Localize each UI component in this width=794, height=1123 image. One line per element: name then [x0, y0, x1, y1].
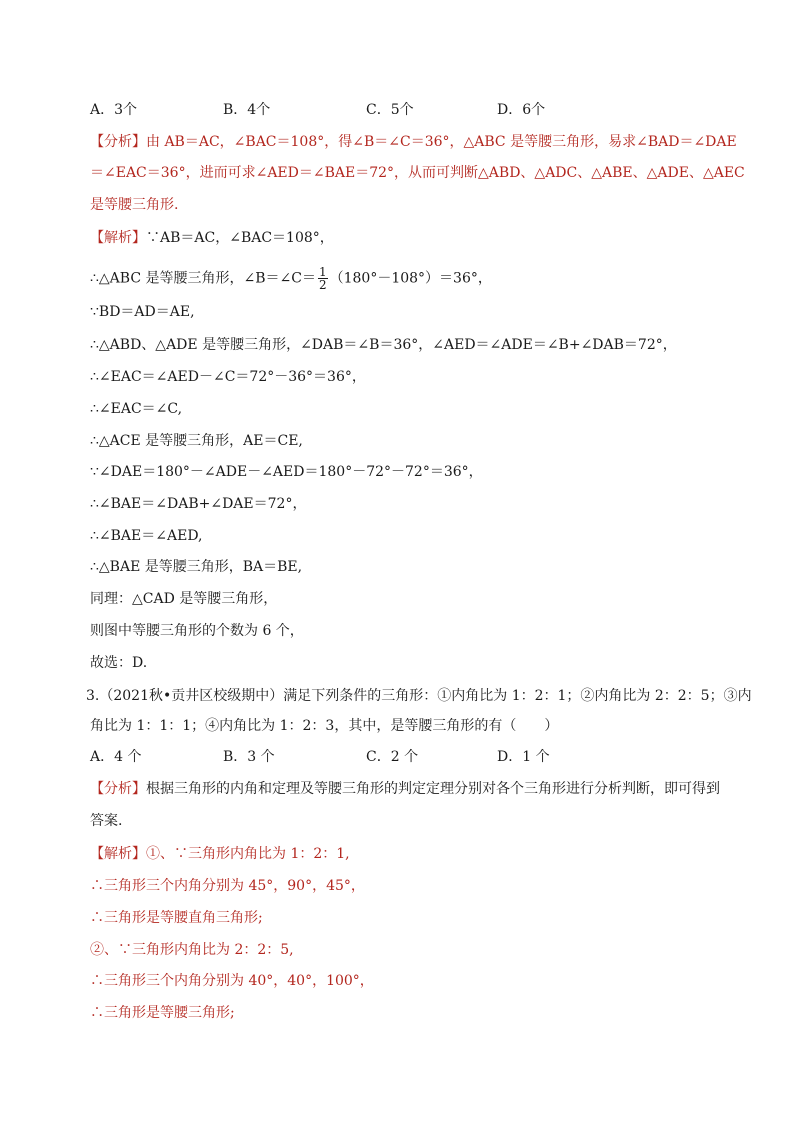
- q3-solution-line-1: [90, 844, 350, 864]
- q2-solution-line-8: ∵∠DAE＝180°－∠ADE－∠AED＝180°－72°－72°＝36°，: [90, 464, 483, 480]
- q2-solution-line-6: ∴∠EAC＝∠C,: [90, 401, 183, 417]
- q2-analysis-line-1: [90, 132, 737, 152]
- q3-solution-line-6: ∴三角形是等腰三角形;: [90, 1005, 235, 1021]
- q3-analysis-line-1: [90, 779, 720, 799]
- q2-option-c: C．5个: [366, 102, 414, 118]
- frac-line-prefix: ∴△ABC 是等腰三角形，∠B＝∠C＝: [90, 270, 316, 287]
- q2-solution-line-1: [90, 228, 334, 248]
- q2-solution-frac-line: [90, 265, 492, 292]
- q2-option-a: A．3个: [90, 102, 138, 118]
- q2-solution-line-11: ∴△BAE 是等腰三角形，BA＝BE,: [90, 559, 303, 575]
- q3-analysis-text: 根据三角形的内角和定理及等腰三角形的判定定理分别对各个三角形进行分析判断，即可得到: [146, 781, 720, 797]
- q2-solution-line-4: ∴△ABD、△ADE 是等腰三角形，∠DAB＝∠B＝36°，∠AED＝∠ADE＝∠B+∠DAB＝72°，: [90, 337, 677, 353]
- frac-line-suffix: （180°－108°）＝36°，: [329, 270, 492, 287]
- q2-solution-line-5: ∴∠EAC＝∠AED－∠C＝72°－36°＝36°，: [90, 369, 366, 385]
- q2-solution-line-7: ∴△ACE 是等腰三角形，AE＝CE,: [90, 433, 303, 449]
- q3-solution-line-2: ∴三角形三个内角分别为 45°，90°，45°，: [90, 878, 365, 894]
- q3-stem-line-1: 3.（2021秋•贡井区校级期中）满足下列条件的三角形：①内角比为 1：2：1；②内角比为 2：2：5；③内: [86, 688, 752, 704]
- q3-option-d: D．1 个: [497, 749, 550, 765]
- q3-solution-line-5: ∴三角形三个内角分别为 40°，40°，100°，: [90, 973, 374, 989]
- q2-option-b: B．4个: [223, 102, 271, 118]
- q2-analysis-line-2: ＝∠EAC＝36°，进而可求∠AED＝∠BAE＝72°，从而可判断△ABD、△ADC、△ABE、△ADE、△AEC: [90, 165, 745, 181]
- q2-solution-line-3: ∵BD＝AD＝AE,: [90, 304, 195, 320]
- q2-analysis-text: 由 AB＝AC，∠BAC＝108°，得∠B＝∠C＝36°，△ABC 是等腰三角形，易求∠BAD＝∠DAE: [146, 134, 737, 150]
- q3-option-b: B．3 个: [223, 749, 275, 765]
- q3-option-c: C．2 个: [366, 749, 419, 765]
- fraction-numerator: 1: [318, 265, 327, 279]
- q3-solution-tag: 【解析】: [90, 846, 146, 862]
- q2-solution-first: ∵AB＝AC，∠BAC＝108°，: [146, 230, 334, 246]
- q2-analysis-tag: 【分析】: [90, 134, 146, 150]
- q3-analysis-tag: 【分析】: [90, 781, 146, 797]
- q2-solution-line-13: 则图中等腰三角形的个数为 6 个，: [90, 623, 304, 639]
- q2-solution-tag: 【解析】: [90, 230, 146, 246]
- q2-solution-line-10: ∴∠BAE＝∠AED,: [90, 528, 203, 544]
- q3-solution-line-4: ②、∵三角形内角比为 2：2：5,: [90, 942, 294, 958]
- q3-analysis-line-2: 答案.: [90, 813, 123, 829]
- fraction-denominator: 2: [318, 278, 327, 292]
- q3-option-a: A．4 个: [90, 749, 142, 765]
- q3-stem-line-2: 角比为 1：1：1；④内角比为 1：2：3，其中，是等腰三角形的有（ ）: [90, 718, 559, 734]
- fraction-one-half: [318, 266, 328, 291]
- q3-solution-line-3: ∴三角形是等腰直角三角形;: [90, 910, 263, 926]
- q2-analysis-line-3: 是等腰三角形.: [90, 197, 179, 213]
- q3-solution-first: ①、∵三角形内角比为 1：2：1,: [146, 846, 350, 862]
- q2-solution-line-12: 同理：△CAD 是等腰三角形，: [90, 591, 278, 607]
- q2-option-d: D．6个: [497, 102, 546, 118]
- q2-solution-line-14: 故选：D.: [90, 655, 148, 671]
- q2-solution-line-9: ∴∠BAE＝∠DAB+∠DAE＝72°，: [90, 496, 307, 512]
